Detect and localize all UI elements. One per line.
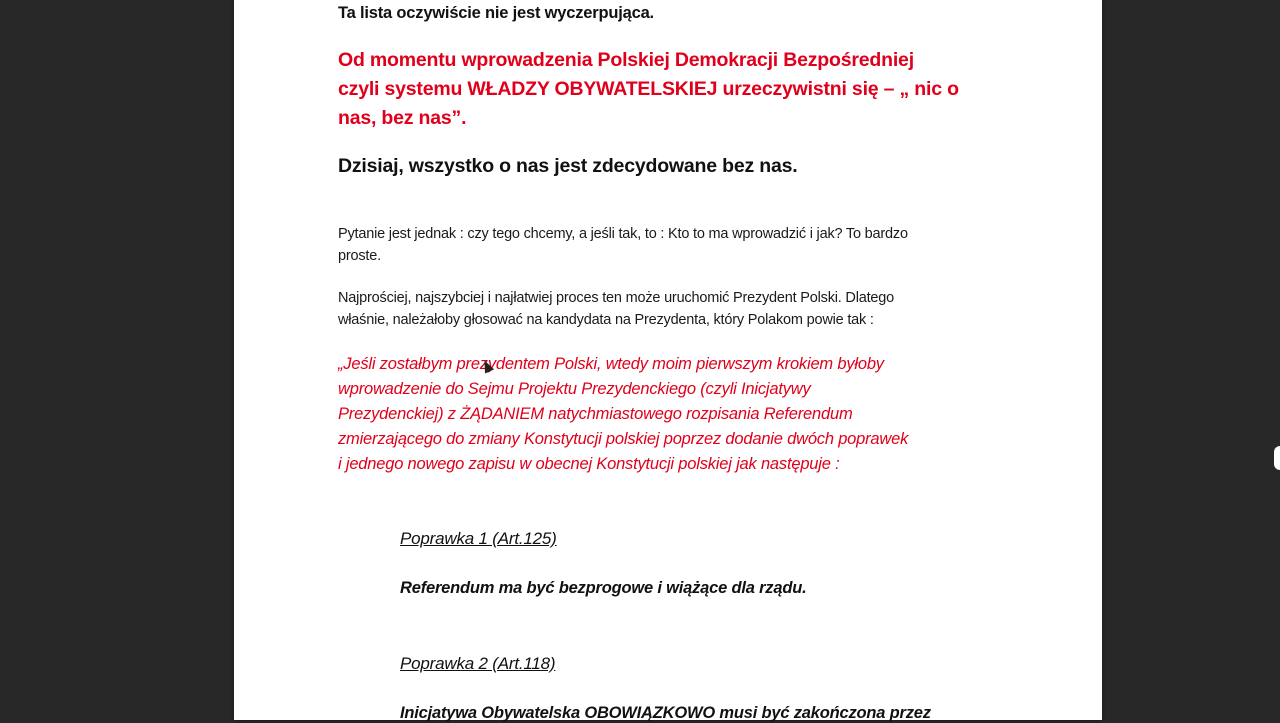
intro-line: Ta lista oczywiście nie jest wyczerpująca. [338, 4, 654, 22]
black-heading: Dzisiaj, wszystko o nas jest zdecydowane bez nas. [338, 155, 798, 177]
quote-line-3: Prezydenckiej) z ŻĄDANIEM natychmiastowego rozpisania Referendum [338, 405, 853, 423]
amendment-1-title: Poprawka 1 (Art.125) [400, 529, 557, 548]
paragraph-1-line-2: proste. [338, 248, 381, 264]
amendment-2-title: Poprawka 2 (Art.118) [400, 654, 556, 673]
document-page [234, 0, 1102, 720]
quote-line-4: zmierzającego do zmiany Konstytucji polskiej poprzez dodanie dwóch poprawek [338, 430, 909, 448]
side-handle[interactable] [1274, 446, 1280, 470]
quote-line-5: i jednego nowego zapisu w obecnej Konstytucji polskiej jak następuje : [338, 455, 840, 473]
quote-line-1: „Jeśli zostałbym prezydentem Polski, wtedy moim pierwszym krokiem byłoby [338, 355, 884, 373]
red-heading-line-2: czyli systemu WŁADZY OBYWATELSKIEJ urzeczywistni się – „ nic o [338, 78, 959, 100]
quote-line-2: wprowadzenie do Sejmu Projektu Prezydenckiego (czyli Inicjatywy [338, 380, 811, 398]
red-heading-line-1: Od momentu wprowadzenia Polskiej Demokracji Bezpośredniej [338, 49, 914, 71]
red-heading-line-3: nas, bez nas”. [338, 107, 467, 129]
paragraph-2-line-1: Najprościej, najszybciej i najłatwiej proces ten może uruchomić Prezydent Polski. Dlatego [338, 290, 895, 306]
amendment-1-text: Referendum ma być bezprogowe i wiążące dla rządu. [400, 579, 807, 597]
paragraph-2-line-2: właśnie, należałoby głosować na kandydata na Prezydenta, który Polakom powie tak : [338, 312, 874, 328]
amendment-2-text: Inicjatywa Obywatelska OBOWIĄZKOWO musi być zakończona przez [400, 704, 931, 722]
paragraph-1-line-1: Pytanie jest jednak : czy tego chcemy, a jeśli tak, to : Kto to ma wprowadzić i jak? To bardzo [338, 226, 908, 242]
